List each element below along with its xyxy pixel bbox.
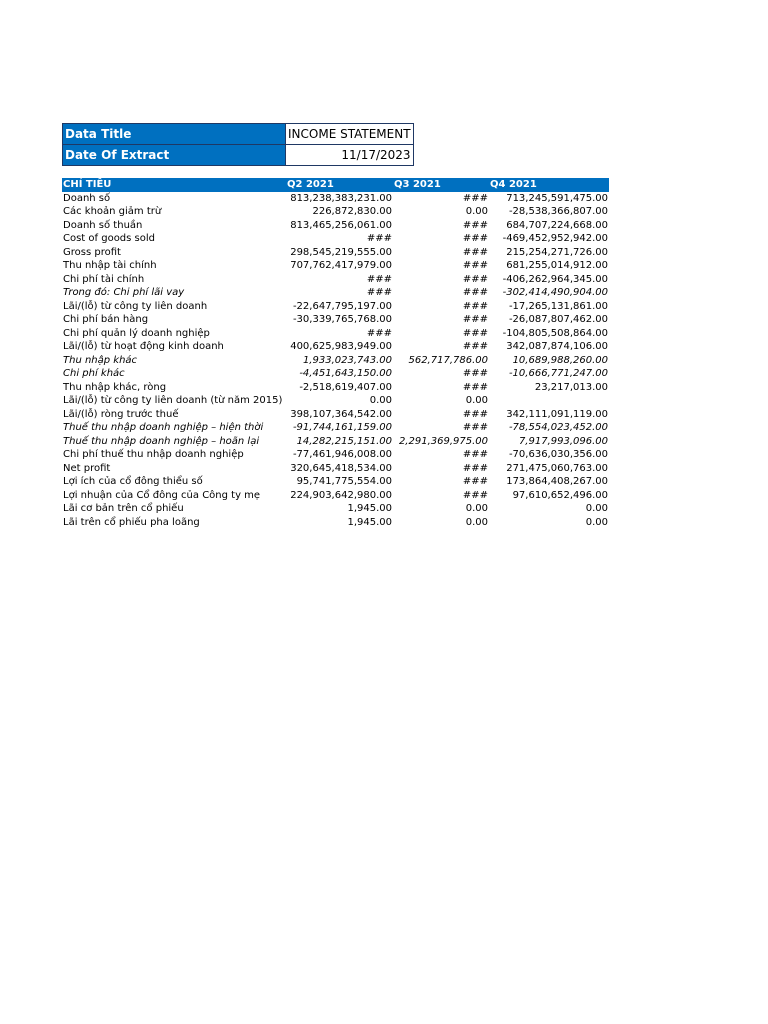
- value-cell-q2[interactable]: 813,465,256,061.00: [290, 219, 392, 231]
- value-cell-q3[interactable]: 0.00: [465, 206, 488, 217]
- value-cell-q3[interactable]: ###: [462, 462, 488, 474]
- value-cell-q2[interactable]: 1,945.00: [347, 516, 392, 528]
- row-label-cell[interactable]: Thu nhập khác, ròng: [63, 381, 167, 393]
- table-row: [62, 489, 609, 503]
- row-label-cell[interactable]: Chi phí tài chính: [63, 273, 145, 285]
- value-cell-q2[interactable]: 1,945.00: [347, 503, 392, 514]
- value-cell-q2[interactable]: ###: [366, 327, 392, 339]
- value-cell-q2[interactable]: 0.00: [369, 395, 392, 406]
- value-cell-q3[interactable]: ###: [462, 449, 488, 460]
- value-cell-q4[interactable]: -406,262,964,345.00: [502, 273, 608, 285]
- table-row: [62, 192, 609, 206]
- row-label-cell[interactable]: Thu nhập tài chính: [63, 260, 157, 271]
- value-cell-q4[interactable]: -78,554,023,452.00: [508, 422, 608, 433]
- value-cell-q4[interactable]: [489, 394, 609, 408]
- value-cell-q2[interactable]: 298,545,219,555.00: [290, 246, 392, 258]
- table-row: [62, 367, 609, 381]
- value-cell-q4[interactable]: 684,707,224,668.00: [506, 219, 608, 231]
- table-row: [62, 259, 609, 273]
- value-cell-q2[interactable]: 1,933,023,743.00: [302, 354, 392, 366]
- value-cell-q4[interactable]: 97,610,652,496.00: [512, 489, 608, 501]
- value-cell-q4[interactable]: 271,475,060,763.00: [506, 462, 608, 474]
- info-row-date: [63, 145, 414, 166]
- value-cell-q3[interactable]: ###: [462, 246, 488, 258]
- table-row: [62, 232, 609, 246]
- value-cell-q3[interactable]: ###: [462, 422, 488, 433]
- row-label-cell[interactable]: Lợi nhuận của Cổ đông của Công ty mẹ: [63, 489, 261, 501]
- value-cell-q2[interactable]: ###: [366, 273, 392, 285]
- value-cell-q4[interactable]: -302,414,490,904.00: [502, 287, 608, 298]
- row-label-cell[interactable]: Gross profit: [63, 246, 121, 258]
- table-row: [62, 340, 609, 354]
- value-cell-q3[interactable]: ###: [462, 300, 488, 312]
- table-row: [62, 381, 609, 395]
- table-row: [62, 300, 609, 314]
- header-q2-2021[interactable]: Q2 2021: [286, 178, 393, 192]
- value-cell-q3[interactable]: ###: [462, 408, 488, 420]
- value-cell-q3[interactable]: ###: [462, 341, 488, 352]
- row-label-cell[interactable]: Thu nhập khác: [63, 354, 138, 366]
- value-cell-q3[interactable]: ###: [462, 273, 488, 285]
- value-cell-q4[interactable]: 342,111,091,119.00: [506, 408, 608, 420]
- row-label-cell[interactable]: Chi phí bán hàng: [63, 314, 149, 325]
- value-cell-q3[interactable]: ###: [462, 314, 488, 325]
- row-label-cell[interactable]: Lãi/(lỗ) từ hoạt động kinh doanh: [63, 341, 224, 352]
- value-cell-q3[interactable]: 2,291,369,975.00: [398, 435, 488, 447]
- table-row: [62, 273, 609, 287]
- info-row-title: [63, 124, 414, 145]
- row-label-cell[interactable]: Lãi/(lỗ) từ công ty liên doanh: [63, 300, 208, 312]
- value-cell-q2[interactable]: -30,339,765,768.00: [292, 314, 392, 325]
- table-row: [62, 516, 609, 530]
- value-cell-q4[interactable]: 7,917,993,096.00: [518, 435, 608, 447]
- value-cell-q2[interactable]: -22,647,795,197.00: [292, 300, 392, 312]
- row-label-cell[interactable]: Lãi trên cổ phiếu pha loãng: [63, 516, 200, 528]
- header-row: [62, 178, 609, 192]
- value-cell-q3[interactable]: ###: [462, 327, 488, 339]
- value-cell-q4[interactable]: 173,864,408,267.00: [506, 476, 608, 487]
- row-label-cell[interactable]: Lãi/(lỗ) từ công ty liên doanh (từ năm 2015): [63, 395, 283, 406]
- row-label-cell[interactable]: Lãi/(lỗ) ròng trước thuế: [63, 408, 179, 420]
- row-label-cell[interactable]: Chi phí khác: [63, 368, 125, 379]
- value-cell-q3[interactable]: ###: [462, 368, 488, 379]
- row-label-cell[interactable]: Các khoản giảm trừ: [63, 206, 162, 217]
- value-cell-q3[interactable]: ###: [462, 381, 488, 393]
- value-cell-q2[interactable]: -4,451,643,150.00: [299, 368, 392, 379]
- table-row: [62, 462, 609, 476]
- info-block: [62, 123, 414, 166]
- value-cell-q2[interactable]: -2,518,619,407.00: [299, 381, 392, 393]
- value-cell-q4[interactable]: -10,666,771,247.00: [508, 368, 608, 379]
- value-cell-q4[interactable]: -28,538,366,807.00: [508, 206, 608, 217]
- table-row: [62, 219, 609, 233]
- value-cell-q4[interactable]: 342,087,874,106.00: [506, 341, 608, 352]
- value-cell-q4[interactable]: -469,452,952,942.00: [502, 233, 608, 244]
- table-row: [62, 246, 609, 260]
- value-cell-q3[interactable]: ###: [462, 219, 488, 231]
- table-row: [62, 502, 609, 516]
- value-cell-q3[interactable]: ###: [462, 476, 488, 487]
- value-cell-q2[interactable]: 320,645,418,534.00: [290, 462, 392, 474]
- row-label-cell[interactable]: Lợi ích của cổ đông thiểu số: [63, 476, 203, 487]
- value-cell-q3[interactable]: 0.00: [465, 395, 488, 406]
- data-title-value: INCOME STATEMENT: [288, 127, 411, 141]
- value-cell-q2[interactable]: 226,872,830.00: [312, 206, 392, 217]
- table-row: [62, 475, 609, 489]
- table-row: [62, 313, 609, 327]
- value-cell-q3[interactable]: 562,717,786.00: [408, 354, 488, 366]
- data-title-value-cell[interactable]: [286, 124, 414, 145]
- header-indicator[interactable]: CHỈ TIÊU: [62, 178, 286, 192]
- value-cell-q3[interactable]: ###: [462, 287, 488, 298]
- value-cell-q4[interactable]: 713,245,591,475.00: [506, 192, 608, 204]
- value-cell-q2[interactable]: -91,744,161,159.00: [292, 422, 392, 433]
- value-cell-q3[interactable]: ###: [462, 489, 488, 501]
- table-row: [62, 448, 609, 462]
- row-label-cell[interactable]: Thuế thu nhập doanh nghiệp – hoãn lại: [63, 435, 260, 447]
- table-row: [62, 408, 609, 422]
- value-cell-q3[interactable]: ###: [462, 233, 488, 244]
- value-cell-q2[interactable]: 813,238,383,231.00: [290, 192, 392, 204]
- table-body: [62, 192, 609, 530]
- value-cell-q2[interactable]: 14,282,215,151.00: [296, 435, 392, 447]
- table-row: [62, 394, 609, 408]
- value-cell-q2[interactable]: 95,741,775,554.00: [296, 476, 392, 487]
- table-row: [62, 205, 609, 219]
- table-row: [62, 354, 609, 368]
- header-q3-2021[interactable]: Q3 2021: [393, 178, 489, 192]
- value-cell-q2[interactable]: 707,762,417,979.00: [290, 260, 392, 271]
- value-cell-q4[interactable]: 215,254,271,726.00: [506, 246, 608, 258]
- date-label[interactable]: Date Of Extract: [63, 145, 286, 166]
- row-label-cell[interactable]: Trong đó: Chi phí lãi vay: [63, 287, 185, 298]
- value-cell-q3[interactable]: 0.00: [465, 516, 488, 528]
- row-label-cell[interactable]: Cost of goods sold: [63, 233, 156, 244]
- row-label-cell[interactable]: Lãi cơ bản trên cổ phiếu: [63, 503, 184, 514]
- value-cell-q3[interactable]: 0.00: [465, 503, 488, 514]
- value-cell-q4[interactable]: 10,689,988,260.00: [512, 354, 608, 366]
- value-cell-q2[interactable]: 224,903,642,980.00: [290, 489, 392, 501]
- row-label-cell[interactable]: Doanh số thuần: [63, 219, 143, 231]
- value-cell-q4[interactable]: 0.00: [585, 503, 608, 514]
- date-value[interactable]: 11/17/2023: [286, 145, 414, 166]
- value-cell-q4[interactable]: -17,265,131,861.00: [508, 300, 608, 312]
- row-label-cell[interactable]: Chi phí thuế thu nhập doanh nghiệp: [63, 449, 244, 460]
- value-cell-q4[interactable]: -70,636,030,356.00: [508, 449, 608, 460]
- value-cell-q4[interactable]: 681,255,014,912.00: [506, 260, 608, 271]
- value-cell-q4[interactable]: -26,087,807,462.00: [508, 314, 608, 325]
- value-cell-q2[interactable]: -77,461,946,008.00: [292, 449, 392, 460]
- value-cell-q2[interactable]: 398,107,364,542.00: [290, 408, 392, 420]
- income-statement-table: [62, 178, 609, 529]
- value-cell-q2[interactable]: 400,625,983,949.00: [290, 341, 392, 352]
- value-cell-q2[interactable]: ###: [366, 233, 392, 244]
- row-label-cell[interactable]: Doanh số: [63, 192, 111, 204]
- header-q4-2021[interactable]: Q4 2021: [489, 178, 609, 192]
- value-cell-q3[interactable]: ###: [462, 260, 488, 271]
- value-cell-q4[interactable]: 23,217,013.00: [534, 381, 608, 393]
- data-title-label[interactable]: Data Title: [63, 124, 286, 145]
- row-label-cell[interactable]: Chi phí quản lý doanh nghiệp: [63, 327, 210, 339]
- table-row: [62, 435, 609, 449]
- table-row: [62, 327, 609, 341]
- row-label-cell[interactable]: Net profit: [63, 462, 111, 474]
- value-cell-q2[interactable]: ###: [366, 287, 392, 298]
- row-label-cell[interactable]: Thuế thu nhập doanh nghiệp – hiện thời: [63, 422, 264, 433]
- table-row: [62, 421, 609, 435]
- value-cell-q3[interactable]: ###: [462, 192, 488, 204]
- value-cell-q4[interactable]: 0.00: [585, 516, 608, 528]
- table-row: [62, 286, 609, 300]
- value-cell-q4[interactable]: -104,805,508,864.00: [502, 327, 608, 339]
